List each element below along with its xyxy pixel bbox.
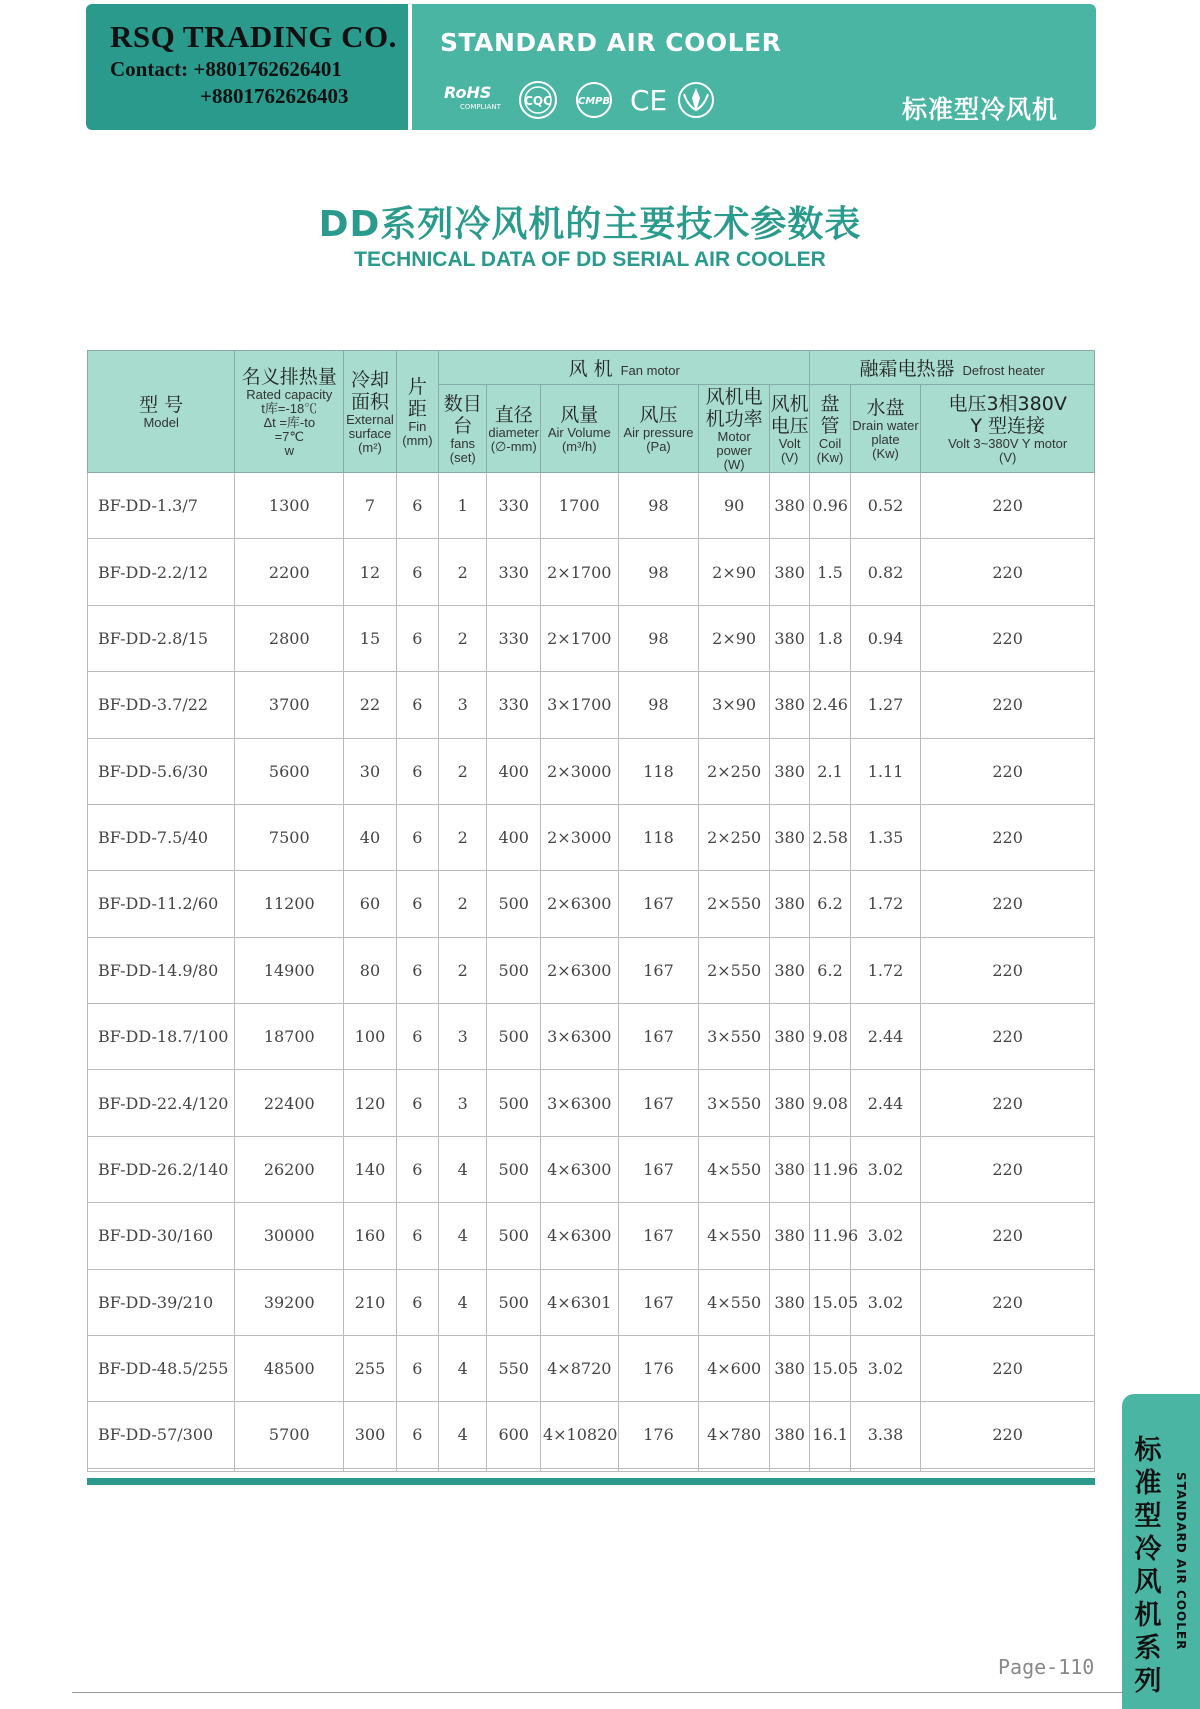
cell-drain-plate: 0.52 bbox=[850, 473, 921, 539]
cell-model: BF-DD-2.8/15 bbox=[88, 605, 235, 671]
cell-air-volume: 2×6300 bbox=[540, 871, 618, 937]
cell-fans: 1 bbox=[439, 473, 487, 539]
table-row bbox=[88, 937, 1095, 1003]
cell-capacity: 11200 bbox=[235, 871, 344, 937]
cell-drain-plate: 1.72 bbox=[850, 937, 921, 1003]
cell-surface: 12 bbox=[344, 539, 396, 605]
cell-diameter: 330 bbox=[487, 473, 540, 539]
cell-capacity: 39200 bbox=[235, 1269, 344, 1335]
cell-air-pressure: 167 bbox=[618, 1269, 699, 1335]
cell-coil: 0.96 bbox=[810, 473, 850, 539]
svg-text:CMPB: CMPB bbox=[577, 96, 611, 107]
cell-heater-volt: 220 bbox=[921, 1004, 1095, 1070]
cell-model: BF-DD-48.5/255 bbox=[88, 1335, 235, 1401]
column-header-motor-power: 风机电 机功率 Motor power (W) bbox=[699, 385, 770, 473]
footer-rule bbox=[72, 1692, 1122, 1693]
cell-surface: 22 bbox=[344, 672, 396, 738]
cell-diameter: 330 bbox=[487, 672, 540, 738]
table-row bbox=[88, 1269, 1095, 1335]
table-row bbox=[88, 1402, 1095, 1468]
cell-capacity: 48500 bbox=[235, 1335, 344, 1401]
table-row bbox=[88, 672, 1095, 738]
cell-fin: 6 bbox=[396, 804, 438, 870]
cell-model bbox=[88, 1468, 235, 1471]
cell-fin: 6 bbox=[396, 672, 438, 738]
cell-air-volume: 3×1700 bbox=[540, 672, 618, 738]
cell-air-pressure: 167 bbox=[618, 871, 699, 937]
cell-drain-plate: 2.44 bbox=[850, 1004, 921, 1070]
cell-capacity: 30000 bbox=[235, 1203, 344, 1269]
column-header-heater-volt: 电压3相380V Y 型连接 Volt 3~380V Y motor (V) bbox=[921, 385, 1095, 473]
table-row bbox=[88, 738, 1095, 804]
cell-motor-power: 2×250 bbox=[699, 804, 770, 870]
cell-surface: 140 bbox=[344, 1136, 396, 1202]
cell-capacity: 26200 bbox=[235, 1136, 344, 1202]
cell-air-pressure bbox=[618, 1468, 699, 1471]
cell-motor-volt: 380 bbox=[769, 605, 809, 671]
cell-diameter: 600 bbox=[487, 1402, 540, 1468]
cell-air-pressure: 167 bbox=[618, 937, 699, 1003]
cell-air-volume: 2×1700 bbox=[540, 539, 618, 605]
cell-diameter: 500 bbox=[487, 1203, 540, 1269]
cell-motor-volt: 380 bbox=[769, 473, 809, 539]
cell-heater-volt: 220 bbox=[921, 1269, 1095, 1335]
table-row bbox=[88, 1070, 1095, 1136]
table-row bbox=[88, 1136, 1095, 1202]
column-header-air-volume: 风量 Air Volume (m³/h) bbox=[540, 385, 618, 473]
table-row bbox=[88, 605, 1095, 671]
cell-drain-plate: 1.35 bbox=[850, 804, 921, 870]
cell-motor-volt: 380 bbox=[769, 672, 809, 738]
cqc-icon bbox=[514, 80, 564, 120]
cell-heater-volt: 220 bbox=[921, 871, 1095, 937]
column-header-model: 型 号 Model bbox=[88, 351, 235, 473]
bottom-accent-bar bbox=[87, 1478, 1095, 1485]
cell-coil: 6.2 bbox=[810, 937, 850, 1003]
cell-motor-power: 3×550 bbox=[699, 1070, 770, 1136]
side-tab bbox=[1122, 1394, 1200, 1709]
cell-motor-volt: 380 bbox=[769, 1070, 809, 1136]
cmpb-icon bbox=[572, 80, 620, 120]
cell-motor-volt: 380 bbox=[769, 804, 809, 870]
cell-fans: 2 bbox=[439, 605, 487, 671]
cell-diameter: 400 bbox=[487, 738, 540, 804]
cell-coil: 1.5 bbox=[810, 539, 850, 605]
cell-motor-volt: 380 bbox=[769, 1335, 809, 1401]
cell-air-volume: 2×3000 bbox=[540, 804, 618, 870]
cell-heater-volt: 220 bbox=[921, 605, 1095, 671]
cell-fin: 6 bbox=[396, 1335, 438, 1401]
cell-model: BF-DD-2.2/12 bbox=[88, 539, 235, 605]
cell-capacity: 14900 bbox=[235, 937, 344, 1003]
cell-drain-plate: 3.02 bbox=[850, 1269, 921, 1335]
column-group-fan-motor: 风 机 Fan motor bbox=[439, 351, 810, 385]
cell-motor-volt: 380 bbox=[769, 1269, 809, 1335]
cell-surface: 15 bbox=[344, 605, 396, 671]
cell-motor-power: 4×550 bbox=[699, 1269, 770, 1335]
cell-model: BF-DD-39/210 bbox=[88, 1269, 235, 1335]
cell-air-pressure: 167 bbox=[618, 1136, 699, 1202]
cell-air-volume: 2×6300 bbox=[540, 937, 618, 1003]
ce-icon bbox=[628, 80, 668, 120]
product-banner bbox=[412, 4, 1096, 130]
cell-heater-volt: 220 bbox=[921, 738, 1095, 804]
cell-motor-power: 2×90 bbox=[699, 605, 770, 671]
document-title-cn: DD系列冷风机的主要技术参数表 bbox=[318, 204, 862, 245]
cell-fans bbox=[439, 1468, 487, 1471]
cell-coil: 15.05 bbox=[810, 1335, 850, 1401]
cell-diameter: 500 bbox=[487, 1004, 540, 1070]
cell-heater-volt: 220 bbox=[921, 1335, 1095, 1401]
cell-air-pressure: 176 bbox=[618, 1335, 699, 1401]
cell-fin: 6 bbox=[396, 871, 438, 937]
cell-coil: 1.8 bbox=[810, 605, 850, 671]
cell-coil: 16.1 bbox=[810, 1402, 850, 1468]
cell-fans: 3 bbox=[439, 1070, 487, 1136]
cell-capacity: 2200 bbox=[235, 539, 344, 605]
cell-drain-plate: 3.02 bbox=[850, 1335, 921, 1401]
column-header-motor-volt: 风机 电压 Volt (V) bbox=[769, 385, 809, 473]
cell-heater-volt: 220 bbox=[921, 672, 1095, 738]
cell-motor-power: 3×550 bbox=[699, 1004, 770, 1070]
cell-fin: 6 bbox=[396, 1070, 438, 1136]
cell-surface: 160 bbox=[344, 1203, 396, 1269]
cell-surface: 300 bbox=[344, 1402, 396, 1468]
cell-air-pressure: 98 bbox=[618, 605, 699, 671]
cell-motor-volt: 380 bbox=[769, 871, 809, 937]
column-header-fans: 数目 台 fans (set) bbox=[439, 385, 487, 473]
column-header-capacity: 名义排热量 Rated capacity t库=-18℃ Δt =库-to =7℃ w bbox=[235, 351, 344, 473]
cell-fans: 4 bbox=[439, 1269, 487, 1335]
cell-motor-power: 2×550 bbox=[699, 937, 770, 1003]
cell-motor-power bbox=[699, 1468, 770, 1471]
cell-drain-plate: 1.72 bbox=[850, 871, 921, 937]
cell-diameter bbox=[487, 1468, 540, 1471]
cell-motor-volt: 380 bbox=[769, 937, 809, 1003]
cell-motor-power: 90 bbox=[699, 473, 770, 539]
cell-surface: 60 bbox=[344, 871, 396, 937]
cell-air-pressure: 176 bbox=[618, 1402, 699, 1468]
column-header-air-pressure: 风压 Air pressure (Pa) bbox=[618, 385, 699, 473]
cell-motor-power: 2×250 bbox=[699, 738, 770, 804]
cell-model: BF-DD-14.9/80 bbox=[88, 937, 235, 1003]
cell-diameter: 500 bbox=[487, 871, 540, 937]
cell-model: BF-DD-22.4/120 bbox=[88, 1070, 235, 1136]
cell-coil: 2.58 bbox=[810, 804, 850, 870]
cell-air-pressure: 98 bbox=[618, 672, 699, 738]
cell-motor-volt: 380 bbox=[769, 1203, 809, 1269]
cell-coil: 15.05 bbox=[810, 1269, 850, 1335]
cell-air-volume: 1700 bbox=[540, 473, 618, 539]
cell-drain-plate: 1.27 bbox=[850, 672, 921, 738]
cell-motor-power: 2×550 bbox=[699, 871, 770, 937]
cell-coil: 11.96 bbox=[810, 1203, 850, 1269]
cell-fans: 3 bbox=[439, 1004, 487, 1070]
cell-coil bbox=[810, 1468, 850, 1471]
cell-air-pressure: 167 bbox=[618, 1070, 699, 1136]
cell-motor-volt: 380 bbox=[769, 1004, 809, 1070]
cell-fin: 6 bbox=[396, 605, 438, 671]
cell-fans: 2 bbox=[439, 804, 487, 870]
cell-air-pressure: 167 bbox=[618, 1203, 699, 1269]
cell-fin: 6 bbox=[396, 1269, 438, 1335]
cell-diameter: 500 bbox=[487, 1070, 540, 1136]
banner-title: STANDARD AIR COOLER bbox=[440, 28, 782, 57]
cell-fin: 6 bbox=[396, 738, 438, 804]
cell-surface: 100 bbox=[344, 1004, 396, 1070]
svg-text:COMPLIANT: COMPLIANT bbox=[460, 103, 501, 111]
cell-motor-volt bbox=[769, 1468, 809, 1471]
cell-fin: 6 bbox=[396, 1402, 438, 1468]
cell-drain-plate: 0.94 bbox=[850, 605, 921, 671]
cell-capacity: 2800 bbox=[235, 605, 344, 671]
cell-coil: 9.08 bbox=[810, 1070, 850, 1136]
table-row bbox=[88, 473, 1095, 539]
cell-air-volume: 2×3000 bbox=[540, 738, 618, 804]
cell-diameter: 330 bbox=[487, 605, 540, 671]
cell-motor-volt: 380 bbox=[769, 1136, 809, 1202]
cell-capacity bbox=[235, 1468, 344, 1471]
side-tab-title-en: STANDARD AIR COOLER bbox=[1174, 1472, 1188, 1651]
cell-air-pressure: 118 bbox=[618, 738, 699, 804]
banner-title-cn: 标准型冷风机 bbox=[901, 95, 1058, 124]
cell-fin: 6 bbox=[396, 937, 438, 1003]
cell-coil: 11.96 bbox=[810, 1136, 850, 1202]
cell-drain-plate: 1.11 bbox=[850, 738, 921, 804]
cell-surface: 80 bbox=[344, 937, 396, 1003]
cell-air-volume: 3×6300 bbox=[540, 1070, 618, 1136]
cell-surface bbox=[344, 1468, 396, 1471]
cell-model: BF-DD-1.3/7 bbox=[88, 473, 235, 539]
cell-coil: 9.08 bbox=[810, 1004, 850, 1070]
cell-coil: 2.1 bbox=[810, 738, 850, 804]
cell-drain-plate: 2.44 bbox=[850, 1070, 921, 1136]
cell-surface: 120 bbox=[344, 1070, 396, 1136]
column-header-fin: 片 距 Fin (mm) bbox=[396, 351, 438, 473]
column-header-surface: 冷却 面积 External surface (m²) bbox=[344, 351, 396, 473]
cell-diameter: 500 bbox=[487, 1269, 540, 1335]
company-banner bbox=[86, 4, 408, 130]
cell-motor-volt: 380 bbox=[769, 738, 809, 804]
cell-drain-plate bbox=[850, 1468, 921, 1471]
cell-motor-power: 4×550 bbox=[699, 1136, 770, 1202]
cell-diameter: 330 bbox=[487, 539, 540, 605]
cell-air-pressure: 118 bbox=[618, 804, 699, 870]
contact-phone-1: Contact: +8801762626401 bbox=[110, 57, 342, 81]
cell-capacity: 22400 bbox=[235, 1070, 344, 1136]
cell-air-volume: 4×10820 bbox=[540, 1402, 618, 1468]
cell-drain-plate: 3.02 bbox=[850, 1136, 921, 1202]
table-row bbox=[88, 539, 1095, 605]
cell-drain-plate: 3.38 bbox=[850, 1402, 921, 1468]
side-tab-title-cn: 标准型冷风机系列 bbox=[1134, 1435, 1162, 1697]
cell-model: BF-DD-5.6/30 bbox=[88, 738, 235, 804]
technical-data-table bbox=[87, 350, 1095, 1472]
cell-motor-power: 4×550 bbox=[699, 1203, 770, 1269]
column-group-defrost-heater: 融霜电热器 Defrost heater bbox=[810, 351, 1095, 385]
cell-air-pressure: 98 bbox=[618, 473, 699, 539]
cell-surface: 255 bbox=[344, 1335, 396, 1401]
cell-fin: 6 bbox=[396, 473, 438, 539]
table-row bbox=[88, 1004, 1095, 1070]
cell-capacity: 3700 bbox=[235, 672, 344, 738]
cell-fin: 6 bbox=[396, 1004, 438, 1070]
cell-diameter: 400 bbox=[487, 804, 540, 870]
company-name: RSQ TRADING CO. bbox=[110, 19, 397, 54]
cell-capacity: 1300 bbox=[235, 473, 344, 539]
cell-coil: 2.46 bbox=[810, 672, 850, 738]
cell-fans: 2 bbox=[439, 738, 487, 804]
cell-fans: 4 bbox=[439, 1402, 487, 1468]
cell-fans: 4 bbox=[439, 1136, 487, 1202]
cell-heater-volt: 220 bbox=[921, 473, 1095, 539]
cell-air-volume bbox=[540, 1468, 618, 1471]
table-row bbox=[88, 1203, 1095, 1269]
cell-air-pressure: 98 bbox=[618, 539, 699, 605]
cell-air-volume: 4×6300 bbox=[540, 1136, 618, 1202]
cell-coil: 6.2 bbox=[810, 871, 850, 937]
cell-capacity: 5700 bbox=[235, 1402, 344, 1468]
cell-diameter: 500 bbox=[487, 1136, 540, 1202]
cell-diameter: 550 bbox=[487, 1335, 540, 1401]
cell-model: BF-DD-11.2/60 bbox=[88, 871, 235, 937]
cell-capacity: 7500 bbox=[235, 804, 344, 870]
cell-fans: 4 bbox=[439, 1335, 487, 1401]
cell-model: BF-DD-57/300 bbox=[88, 1402, 235, 1468]
cell-surface: 7 bbox=[344, 473, 396, 539]
column-header-drain-plate: 水盘 Drain water plate (Kw) bbox=[850, 385, 921, 473]
column-header-coil: 盘 管 Coil (Kw) bbox=[810, 385, 850, 473]
cell-model: BF-DD-26.2/140 bbox=[88, 1136, 235, 1202]
cell-heater-volt: 220 bbox=[921, 804, 1095, 870]
cell-air-volume: 4×8720 bbox=[540, 1335, 618, 1401]
column-header-diameter: 直径 diameter (∅-mm) bbox=[487, 385, 540, 473]
cell-drain-plate: 3.02 bbox=[850, 1203, 921, 1269]
cell-heater-volt: 220 bbox=[921, 1136, 1095, 1202]
cell-capacity: 18700 bbox=[235, 1004, 344, 1070]
cell-surface: 30 bbox=[344, 738, 396, 804]
cell-fin: 6 bbox=[396, 539, 438, 605]
cell-heater-volt: 220 bbox=[921, 1203, 1095, 1269]
cell-motor-power: 2×90 bbox=[699, 539, 770, 605]
cell-fin: 6 bbox=[396, 1136, 438, 1202]
cell-heater-volt: 220 bbox=[921, 1402, 1095, 1468]
cell-motor-power: 4×780 bbox=[699, 1402, 770, 1468]
cell-fin: 6 bbox=[396, 1203, 438, 1269]
rohs-icon bbox=[442, 80, 508, 116]
cell-fin bbox=[396, 1468, 438, 1471]
table-body bbox=[88, 473, 1095, 1472]
table-row bbox=[88, 1468, 1095, 1471]
cell-model: BF-DD-18.7/100 bbox=[88, 1004, 235, 1070]
cell-air-volume: 4×6301 bbox=[540, 1269, 618, 1335]
cell-heater-volt: 220 bbox=[921, 937, 1095, 1003]
cell-model: BF-DD-3.7/22 bbox=[88, 672, 235, 738]
cell-fans: 2 bbox=[439, 539, 487, 605]
table-row bbox=[88, 1335, 1095, 1401]
cell-model: BF-DD-30/160 bbox=[88, 1203, 235, 1269]
certification-seal-icon bbox=[674, 80, 720, 120]
table-row bbox=[88, 804, 1095, 870]
cell-motor-power: 4×600 bbox=[699, 1335, 770, 1401]
cell-heater-volt: 220 bbox=[921, 1070, 1095, 1136]
contact-phone-2: +8801762626403 bbox=[200, 84, 349, 108]
cell-drain-plate: 0.82 bbox=[850, 539, 921, 605]
document-title-en: TECHNICAL DATA OF DD SERIAL AIR COOLER bbox=[354, 248, 826, 271]
cell-diameter: 500 bbox=[487, 937, 540, 1003]
cell-air-volume: 2×1700 bbox=[540, 605, 618, 671]
cell-air-volume: 3×6300 bbox=[540, 1004, 618, 1070]
svg-text:CE: CE bbox=[630, 84, 668, 117]
cell-heater-volt: 220 bbox=[921, 539, 1095, 605]
table-row bbox=[88, 871, 1095, 937]
svg-text:CQC: CQC bbox=[524, 94, 552, 108]
cell-fans: 3 bbox=[439, 672, 487, 738]
svg-text:RoHS: RoHS bbox=[444, 83, 492, 102]
cell-fans: 2 bbox=[439, 871, 487, 937]
cell-fans: 2 bbox=[439, 937, 487, 1003]
cell-heater-volt bbox=[921, 1468, 1095, 1471]
cell-capacity: 5600 bbox=[235, 738, 344, 804]
page-number: Page-110 bbox=[998, 1655, 1095, 1679]
cell-air-pressure: 167 bbox=[618, 1004, 699, 1070]
cell-fans: 4 bbox=[439, 1203, 487, 1269]
cell-motor-volt: 380 bbox=[769, 539, 809, 605]
cell-motor-volt: 380 bbox=[769, 1402, 809, 1468]
cell-model: BF-DD-7.5/40 bbox=[88, 804, 235, 870]
cell-motor-power: 3×90 bbox=[699, 672, 770, 738]
cell-surface: 210 bbox=[344, 1269, 396, 1335]
cell-surface: 40 bbox=[344, 804, 396, 870]
cell-air-volume: 4×6300 bbox=[540, 1203, 618, 1269]
